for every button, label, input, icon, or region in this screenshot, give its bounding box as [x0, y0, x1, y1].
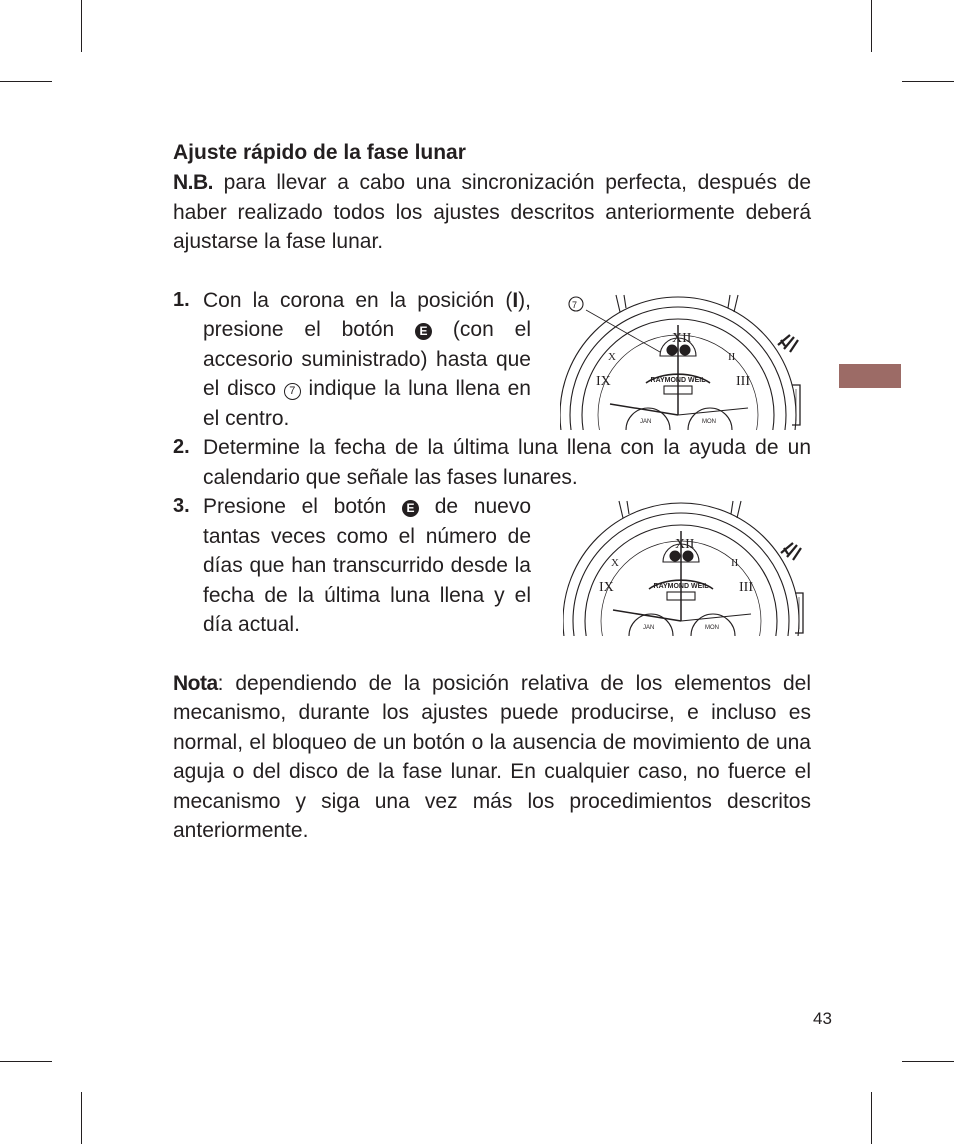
- intro-paragraph: [173, 168, 811, 257]
- callout-7: 7: [572, 300, 578, 310]
- step-number: 3.: [173, 495, 190, 517]
- disc-7-icon: 7: [284, 383, 301, 400]
- svg-text:IX: IX: [599, 580, 614, 595]
- crop-mark: [81, 0, 82, 52]
- crop-mark: [0, 81, 52, 82]
- day-subdial-label: MON: [702, 419, 716, 425]
- month-subdial-label: JAN: [640, 419, 652, 425]
- crown-position-label: I: [512, 288, 519, 312]
- nb-label: N.B.: [173, 171, 213, 194]
- intro-text: para llevar a cabo una sincronización perfecta, después de haber realizado todos los ajustes descritos anteriormente deberá ajustarse la fase lunar.: [173, 171, 811, 253]
- watch-illustration-1: [560, 290, 816, 430]
- note-paragraph: [173, 669, 811, 846]
- svg-text:IX: IX: [596, 374, 611, 389]
- crop-mark: [902, 1061, 954, 1062]
- crop-mark: [81, 1092, 82, 1144]
- svg-text:X: X: [608, 351, 616, 363]
- step-text: Presione el botón E de nuevo tantas veces como el número de días que han transcurrido desde la fecha de la última luna llena y el día actual.: [203, 495, 531, 636]
- note-text: : dependiendo de la posición relativa de los elementos del mecanismo, durante los ajustes puede producirse, e incluso es normal, el bloqueo de un botón o la ausencia de movimiento de una aguja o del disco de la fase lunar. En cualquier caso, no fuerce el mecanismo y siga una vez más los procedimientos descritos anteriormente.: [173, 671, 811, 842]
- svg-text:III: III: [736, 374, 750, 389]
- step-2: [173, 433, 811, 492]
- svg-text:III: III: [739, 580, 753, 595]
- step-text: Con la corona en la posición (I), presione el botón E (con el accesorio suministrado) hasta que el disco 7 indique la luna llena en el centro.: [203, 288, 531, 430]
- brand-logo: RAYMOND WEIL: [650, 377, 706, 384]
- button-e-icon: E: [415, 323, 432, 340]
- page-content: [173, 138, 811, 846]
- day-subdial-label: MON: [705, 625, 719, 631]
- step-text: Determine la fecha de la última luna llena con la ayuda de un calendario que señale las fases lunares.: [203, 436, 811, 489]
- svg-text:X: X: [611, 557, 619, 569]
- svg-text:XII: XII: [675, 537, 695, 552]
- button-e-icon: E: [402, 500, 419, 517]
- step-number: 2.: [173, 436, 190, 458]
- svg-text:II: II: [728, 351, 736, 363]
- brand-logo: RAYMOND WEIL: [653, 583, 709, 590]
- note-label: Nota: [173, 671, 218, 695]
- svg-text:XII: XII: [672, 331, 692, 346]
- month-subdial-label: JAN: [643, 625, 655, 631]
- crop-mark: [871, 1092, 872, 1144]
- crop-mark: [902, 81, 954, 82]
- svg-text:II: II: [731, 557, 739, 569]
- section-tab: [839, 364, 901, 388]
- crop-mark: [871, 0, 872, 52]
- section-heading: Ajuste rápido de la fase lunar: [173, 141, 466, 164]
- step-number: 1.: [173, 288, 190, 311]
- page-number: 43: [813, 1009, 832, 1028]
- watch-illustration-2: [563, 498, 816, 636]
- crop-mark: [0, 1061, 52, 1062]
